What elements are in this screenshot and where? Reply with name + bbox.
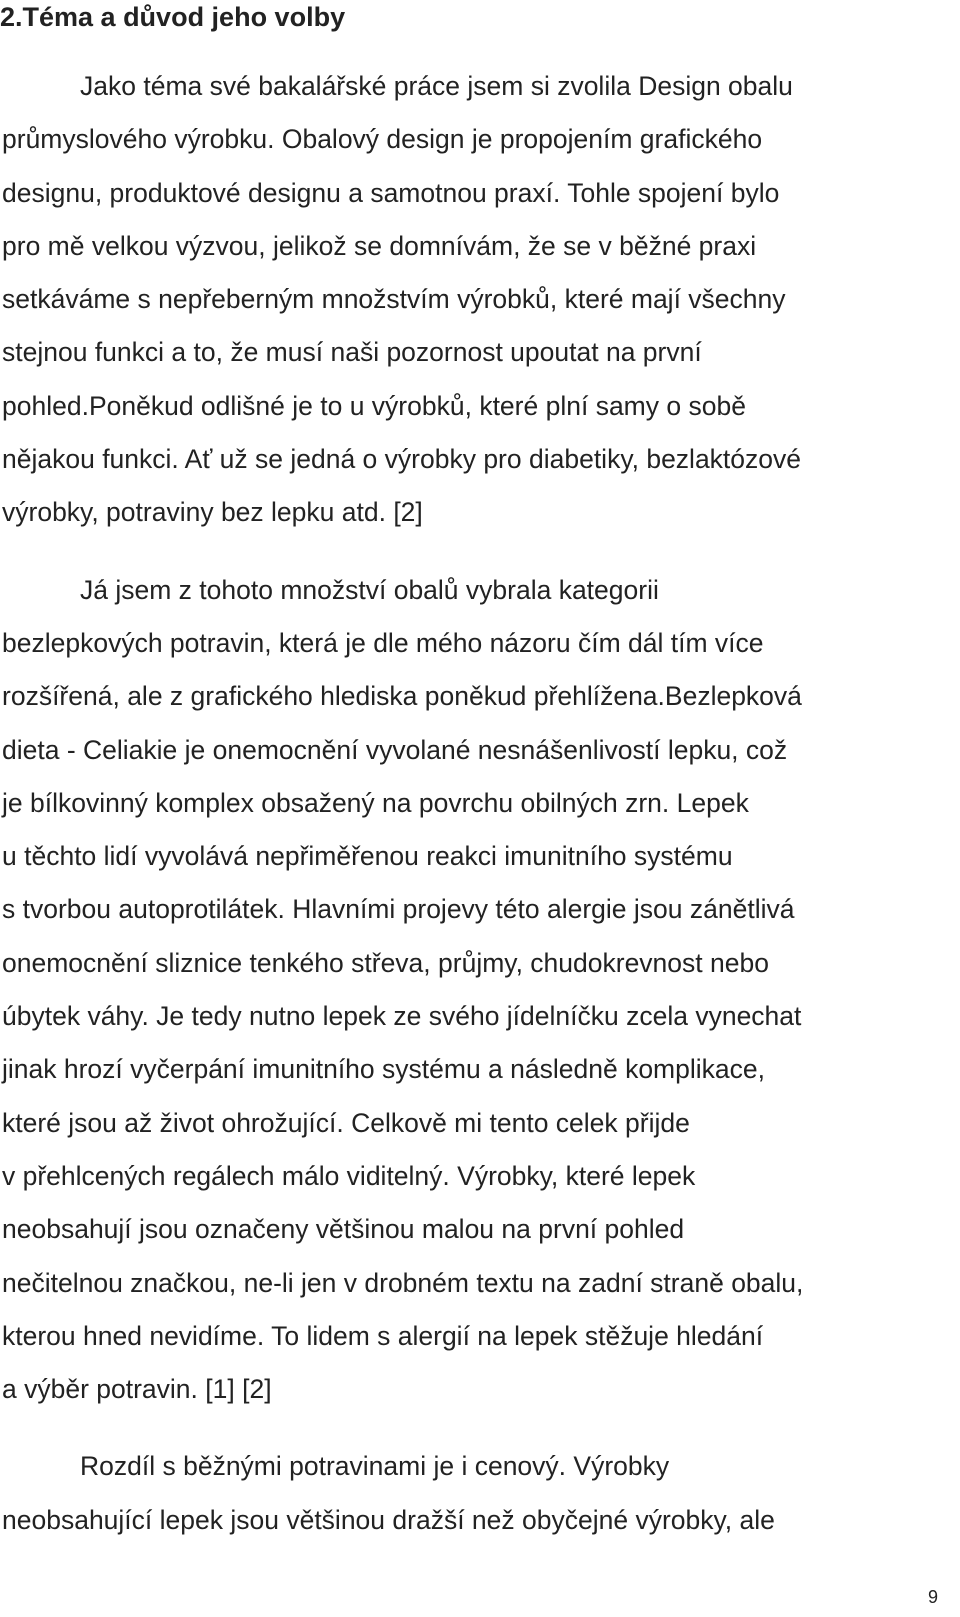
text-line: u těchto lidí vyvolává nepřiměřenou reakci imunitního systému <box>2 841 733 872</box>
text-line: nějakou funkci. Ať už se jedná o výrobky pro diabetiky, bezlaktózové <box>2 444 802 475</box>
document-body <box>2 60 952 1547</box>
text-line: s tvorbou autoprotilátek. Hlavními projevy této alergie jsou zánětlivá <box>2 894 795 925</box>
text-line: bezlepkových potravin, která je dle mého názoru čím dál tím více <box>2 627 764 658</box>
text-line: Já jsem z tohoto množství obalů vybrala kategorii <box>80 574 659 605</box>
section-heading: 2.Téma a důvod jeho volby <box>0 2 346 32</box>
text-line: a výběr potravin. [1] [2] <box>2 1374 272 1405</box>
paragraph-1 <box>2 60 952 540</box>
text-line: Rozdíl s běžnými potravinami je i cenový. Výrobky <box>80 1451 670 1482</box>
text-line: dieta - Celiakie je onemocnění vyvolané nesnášenlivostí lepku, což <box>2 734 788 765</box>
text-line: stejnou funkci a to, že musí naši pozornost upoutat na první <box>2 337 702 368</box>
text-line: nečitelnou značkou, ne-li jen v drobném textu na zadní straně obalu, <box>2 1267 804 1298</box>
text-line: kterou hned nevidíme. To lidem s alergií na lepek stěžuje hledání <box>2 1320 764 1351</box>
paragraph-spacer <box>2 540 952 564</box>
text-line: pro mě velkou výzvou, jelikož se domnívám, že se v běžné praxi <box>2 230 757 261</box>
text-line: designu, produktové designu a samotnou praxí. Tohle spojení bylo <box>2 177 780 208</box>
text-line: rozšířená, ale z grafického hlediska poněkud přehlížena.Bezlepková <box>2 681 802 712</box>
text-line: úbytek váhy. Je tedy nutno lepek ze svého jídelníčku zcela vynechat <box>2 1001 802 1032</box>
text-line: neobsahující lepek jsou většinou dražší než obyčejné výrobky, ale <box>2 1504 775 1535</box>
paragraph-spacer <box>2 1416 952 1440</box>
text-line: výrobky, potraviny bez lepku atd. [2] <box>2 497 423 528</box>
text-line: onemocnění sliznice tenkého střeva, průjmy, chudokrevnost nebo <box>2 947 769 978</box>
paragraph-3 <box>2 1440 952 1547</box>
text-line: Jako téma své bakalářské práce jsem si zvolila Design obalu <box>80 71 793 101</box>
page-number: 9 <box>927 1587 938 1607</box>
text-line: které jsou až život ohrožující. Celkově mi tento celek přijde <box>2 1107 690 1138</box>
text-line: setkáváme s nepřeberným množstvím výrobků, které mají všechny <box>2 284 786 315</box>
text-line: pohled.Poněkud odlišné je to u výrobků, které plní samy o sobě <box>2 390 746 421</box>
paragraph-2 <box>2 564 952 1417</box>
text-line: v přehlcených regálech málo viditelný. Výrobky, které lepek <box>2 1160 696 1191</box>
text-line: jinak hrozí vyčerpání imunitního systému a následně komplikace, <box>2 1054 765 1085</box>
text-line: průmyslového výrobku. Obalový design je propojením grafického <box>2 124 763 155</box>
text-line: neobsahují jsou označeny většinou malou na první pohled <box>2 1214 685 1245</box>
text-line: je bílkovinný komplex obsažený na povrchu obilných zrn. Lepek <box>2 787 749 818</box>
